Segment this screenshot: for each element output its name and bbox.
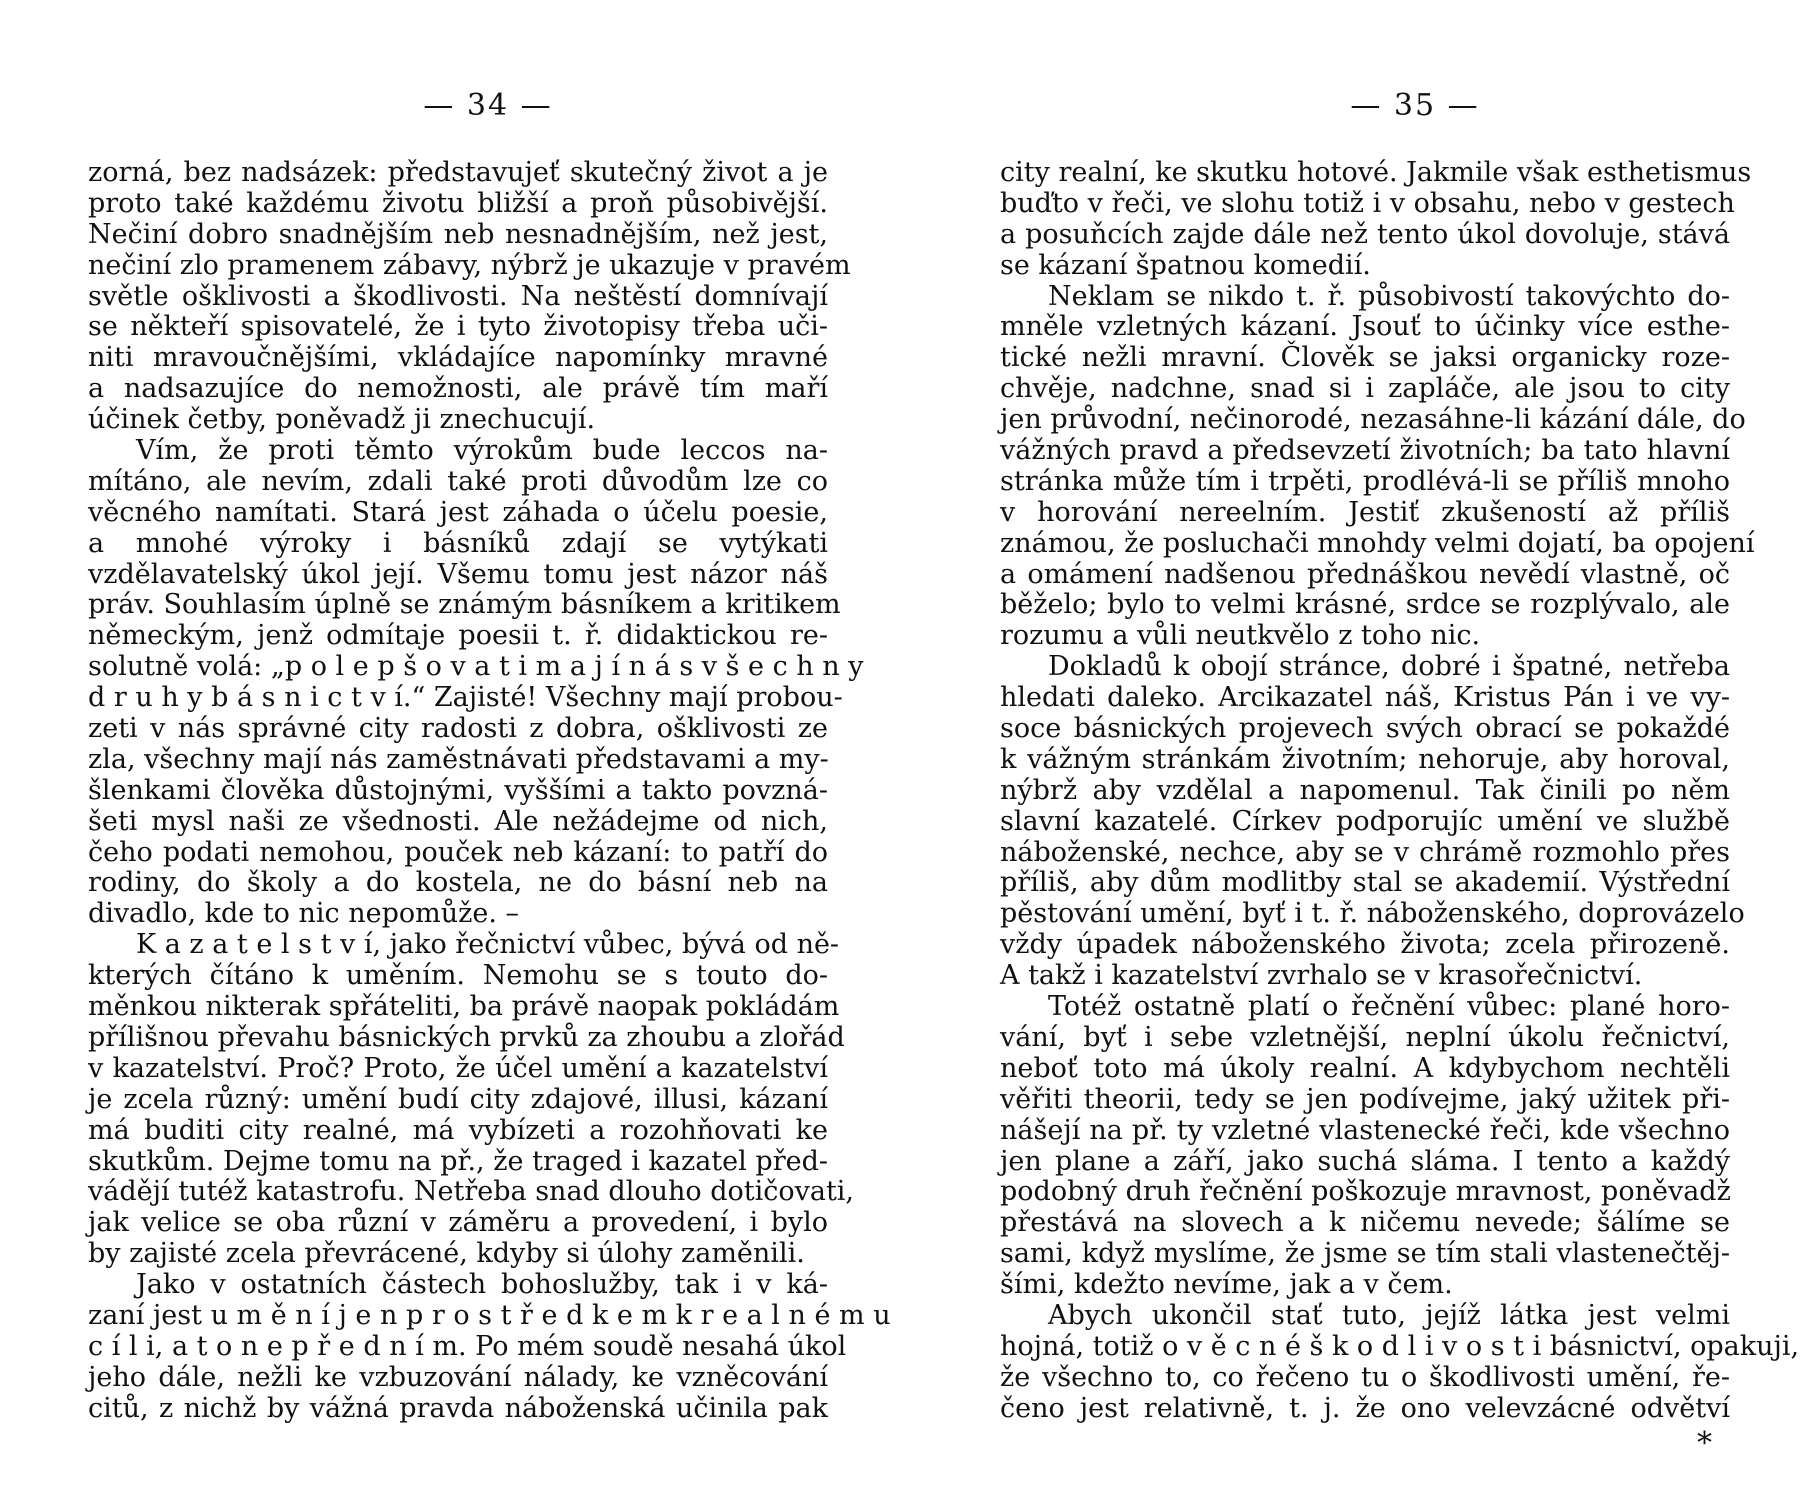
text-line: hojná, totiž o v ě c n é š k o d l i v o s t i básnictví, opakuji,	[1000, 1330, 1800, 1362]
right-page-text	[1000, 157, 1800, 1425]
text-line: pěstování umění, byť i t. ř. náboženského, doprovázelo	[1000, 898, 1745, 930]
left-page-number: — 34 —	[423, 88, 553, 123]
text-line: tické nežli mravní. Člověk se jaksi organicky roze-	[1000, 342, 1730, 374]
text-line: Nečiní dobro snadnějším neb nesnadnějším, než jest,	[88, 218, 828, 250]
left-page	[88, 0, 891, 1500]
text-line: jeho dále, nežli ke vzbuzování nálady, ke vzněcování	[88, 1361, 828, 1393]
text-line: šími, kdežto nevíme, jak a v čem.	[1000, 1269, 1453, 1301]
text-line: má buditi city realné, má vybízeti a rozohňovati ke	[88, 1114, 828, 1146]
text-line: nečiní zlo pramenem zábavy, nýbrž je ukazuje v pravém	[88, 249, 851, 281]
text-line: šeti mysl naši ze všednosti. Ale nežádejme od nich,	[88, 805, 828, 837]
text-line: rodiny, do školy a do kostela, ne do básní neb na	[88, 867, 828, 899]
text-line: práv. Souhlasím úplně se známým básníkem a kritikem	[88, 589, 841, 621]
text-line: běželo; bylo to velmi krásné, srdce se rozplývalo, ale	[1000, 589, 1730, 621]
text-line: stránka může tím i trpěti, prodlévá-li se příliš mnoho	[1000, 465, 1730, 497]
text-line: Dokladů k obojí stránce, dobré i špatné, netřeba	[1048, 651, 1730, 683]
text-line: a mnohé výroky i básníků zdají se vytýkati	[88, 527, 828, 559]
text-line: solutně volá: „p o l e p š o v a t i m a j í n á s v š e c h n y	[88, 651, 864, 683]
text-line: proto také každému životu bližší a proň působivější.	[88, 187, 828, 219]
text-line: slavní kazatelé. Církev podporujíc umění ve službě	[1000, 805, 1730, 837]
text-line: skutkům. Dejme tomu na př., že traged i kazatel před-	[88, 1145, 828, 1177]
text-line: v kazatelství. Proč? Proto, že účel umění a kazatelství	[88, 1052, 828, 1084]
text-line: Abych ukončil stať tuto, jejíž látka jest velmi	[1048, 1299, 1730, 1331]
text-line: d r u h y b á s n i c t v í.“ Zajisté! Všechny mají probou-	[88, 682, 843, 714]
text-line: city realní, ke skutku hotové. Jakmile však esthetismus	[1000, 157, 1752, 188]
text-line: divadlo, kde to nic nepomůže. –	[88, 898, 519, 930]
text-line: vádějí tutéž katastrofu. Netřeba snad dlouho dotičovati,	[88, 1176, 855, 1208]
text-line: Neklam se nikdo t. ř. působivostí takovýchto do-	[1048, 280, 1730, 312]
text-line: šlenkami člověka důstojnými, vyššími a takto povzná-	[88, 774, 828, 806]
text-line: je zcela různý: umění budí city zdajové, illusi, kázaní	[88, 1083, 828, 1115]
text-line: vážných pravd a předsevzetí životních; ba tato hlavní	[1000, 435, 1730, 467]
text-line: náboženské, nechce, aby se v chrámě rozmohlo přes	[1000, 836, 1730, 868]
text-line: a nadsazujíce do nemožnosti, ale právě tím maří	[88, 373, 828, 405]
text-line: kterých čítáno k uměním. Nemohu se s touto do-	[88, 960, 828, 992]
text-line: známou, že posluchači mnohdy velmi dojatí, ba opojení	[1000, 527, 1755, 559]
text-line: jen plane a září, jako suchá sláma. I tento a každý	[1000, 1145, 1730, 1177]
text-line: k vážným stránkám životním; nehoruje, aby horoval,	[1000, 743, 1730, 775]
right-page-number: — 35 —	[1350, 88, 1480, 123]
text-line: mněle vzletných kázaní. Jsouť to účinky více esthe-	[1000, 311, 1730, 343]
text-line: zla, všechny mají nás zaměstnávati představami a my-	[88, 743, 829, 775]
text-line: věřiti theorii, tedy se jen podívejme, jaký užitek při-	[1000, 1083, 1730, 1115]
text-line: zeti v nás správné city radosti z dobra, ošklivosti ze	[88, 713, 828, 745]
text-line: a omámení nadšenou přednáškou nevědí vlastně, oč	[1000, 558, 1730, 590]
text-line: podobný druh řečnění poškozuje mravnost, poněvadž	[1000, 1176, 1731, 1208]
text-line: c í l i, a t o n e p ř e d n í m. Po mém soudě nesahá úkol	[88, 1330, 847, 1362]
text-line: niti mravoučnějšími, vkládajíce napomínky mravné	[88, 342, 828, 374]
text-line: účinek četby, poněvadž ji znechucují.	[88, 404, 596, 436]
text-line: se někteří spisovatelé, že i tyto životopisy třeba uči-	[88, 311, 828, 343]
text-line: by zajisté zcela převrácené, kdyby si úlohy zaměnili.	[88, 1238, 805, 1270]
text-line: vzdělavatelský úkol její. Všemu tomu jest názor náš	[88, 558, 828, 590]
text-line: vání, byť i sebe vzletnější, neplní úkolu řečnictví,	[1000, 1021, 1730, 1053]
text-line: soce básnických projevech svých obrací se pokaždé	[1000, 713, 1730, 745]
text-line: jak velice se oba různí v záměru a provedení, i bylo	[88, 1207, 828, 1239]
text-line: mítáno, ale nevím, zdali také proti důvodům lze co	[88, 465, 828, 497]
text-line: nýbrž aby vzdělal a napomenul. Tak činili po něm	[1000, 774, 1730, 806]
text-line: příliš, aby dům modlitby stal se akademií. Výstřední	[1000, 867, 1730, 899]
text-line: měnkou nikterak spřáteliti, ba právě naopak pokládám	[88, 991, 840, 1023]
text-line: že všechno to, co řečeno tu o škodlivosti umění, ře-	[1000, 1361, 1730, 1393]
text-line: jen průvodní, nečinorodé, nezasáhne-li kázání dále, do	[1000, 404, 1746, 436]
text-line: věcného namítati. Stará jest záhada o účelu poesie,	[88, 496, 828, 528]
text-line: světle ošklivosti a škodlivosti. Na neštěstí domnívají	[88, 280, 828, 312]
signature-mark: *	[1697, 1426, 1712, 1461]
text-line: Totéž ostatně platí o řečnění vůbec: plané horo-	[1048, 991, 1730, 1023]
text-line: v horování nereelním. Jestiť zkušeností až příliš	[1000, 496, 1730, 528]
text-line: K a z a t e l s t v í, jako řečnictví vůbec, bývá od ně-	[136, 929, 840, 961]
text-line: přílišnou převahu básnických prvků za zhoubu a zlořád	[88, 1021, 845, 1053]
text-line: čeho podati nemohou, pouček neb kázaní: to patří do	[88, 836, 828, 868]
text-line: Jako v ostatních částech bohoslužby, tak i v ká-	[136, 1269, 828, 1301]
text-line: sami, když myslíme, že jsme se tím stali vlastenečtěj-	[1000, 1238, 1730, 1270]
text-line: chvěje, nadchne, snad si i zapláče, ale jsou to city	[1000, 373, 1730, 405]
text-line: hledati daleko. Arcikazatel náš, Kristus Pán i ve vy-	[1000, 682, 1730, 714]
text-line: buďto v řeči, ve slohu totiž i v obsahu, nebo v gestech	[1000, 187, 1735, 219]
text-line: neboť toto má úkoly realní. A kdybychom nechtěli	[1000, 1052, 1730, 1084]
text-line: čeno jest relativně, t. j. že ono velevzácné odvětví	[1000, 1392, 1730, 1424]
text-line: nášejí na př. ty vzletné vlastenecké řeči, kde všechno	[1000, 1114, 1730, 1146]
text-line: citů, z nichž by vážná pravda náboženská učinila pak	[88, 1392, 828, 1424]
left-page-text	[88, 157, 891, 1425]
text-line: přestává na slovech a k ničemu nevede; šálíme se	[1000, 1207, 1730, 1239]
text-line: zorná, bez nadsázek: představujeť skutečný život a je	[88, 157, 828, 188]
text-line: německým, jenž odmítaje poesii t. ř. didaktickou re-	[88, 620, 828, 652]
text-line: vždy úpadek náboženského života; zcela přirozeně.	[1000, 929, 1730, 961]
text-line: se kázaní špatnou komedií.	[1000, 249, 1371, 281]
text-line: a posuňcích zajde dále než tento úkol dovoluje, stává	[1000, 218, 1730, 250]
text-line: Vím, že proti těmto výrokům bude leccos na-	[136, 435, 828, 467]
text-line: zaní jest u m ě n í j e n p r o s t ř e d k e m k r e a l n é m u	[88, 1299, 891, 1331]
text-line: A takž i kazatelství zvrhalo se v krasořečnictví.	[1000, 960, 1643, 992]
right-page	[1000, 0, 1800, 1500]
text-line: rozumu a vůli neutkvělo z toho nic.	[1000, 620, 1481, 652]
